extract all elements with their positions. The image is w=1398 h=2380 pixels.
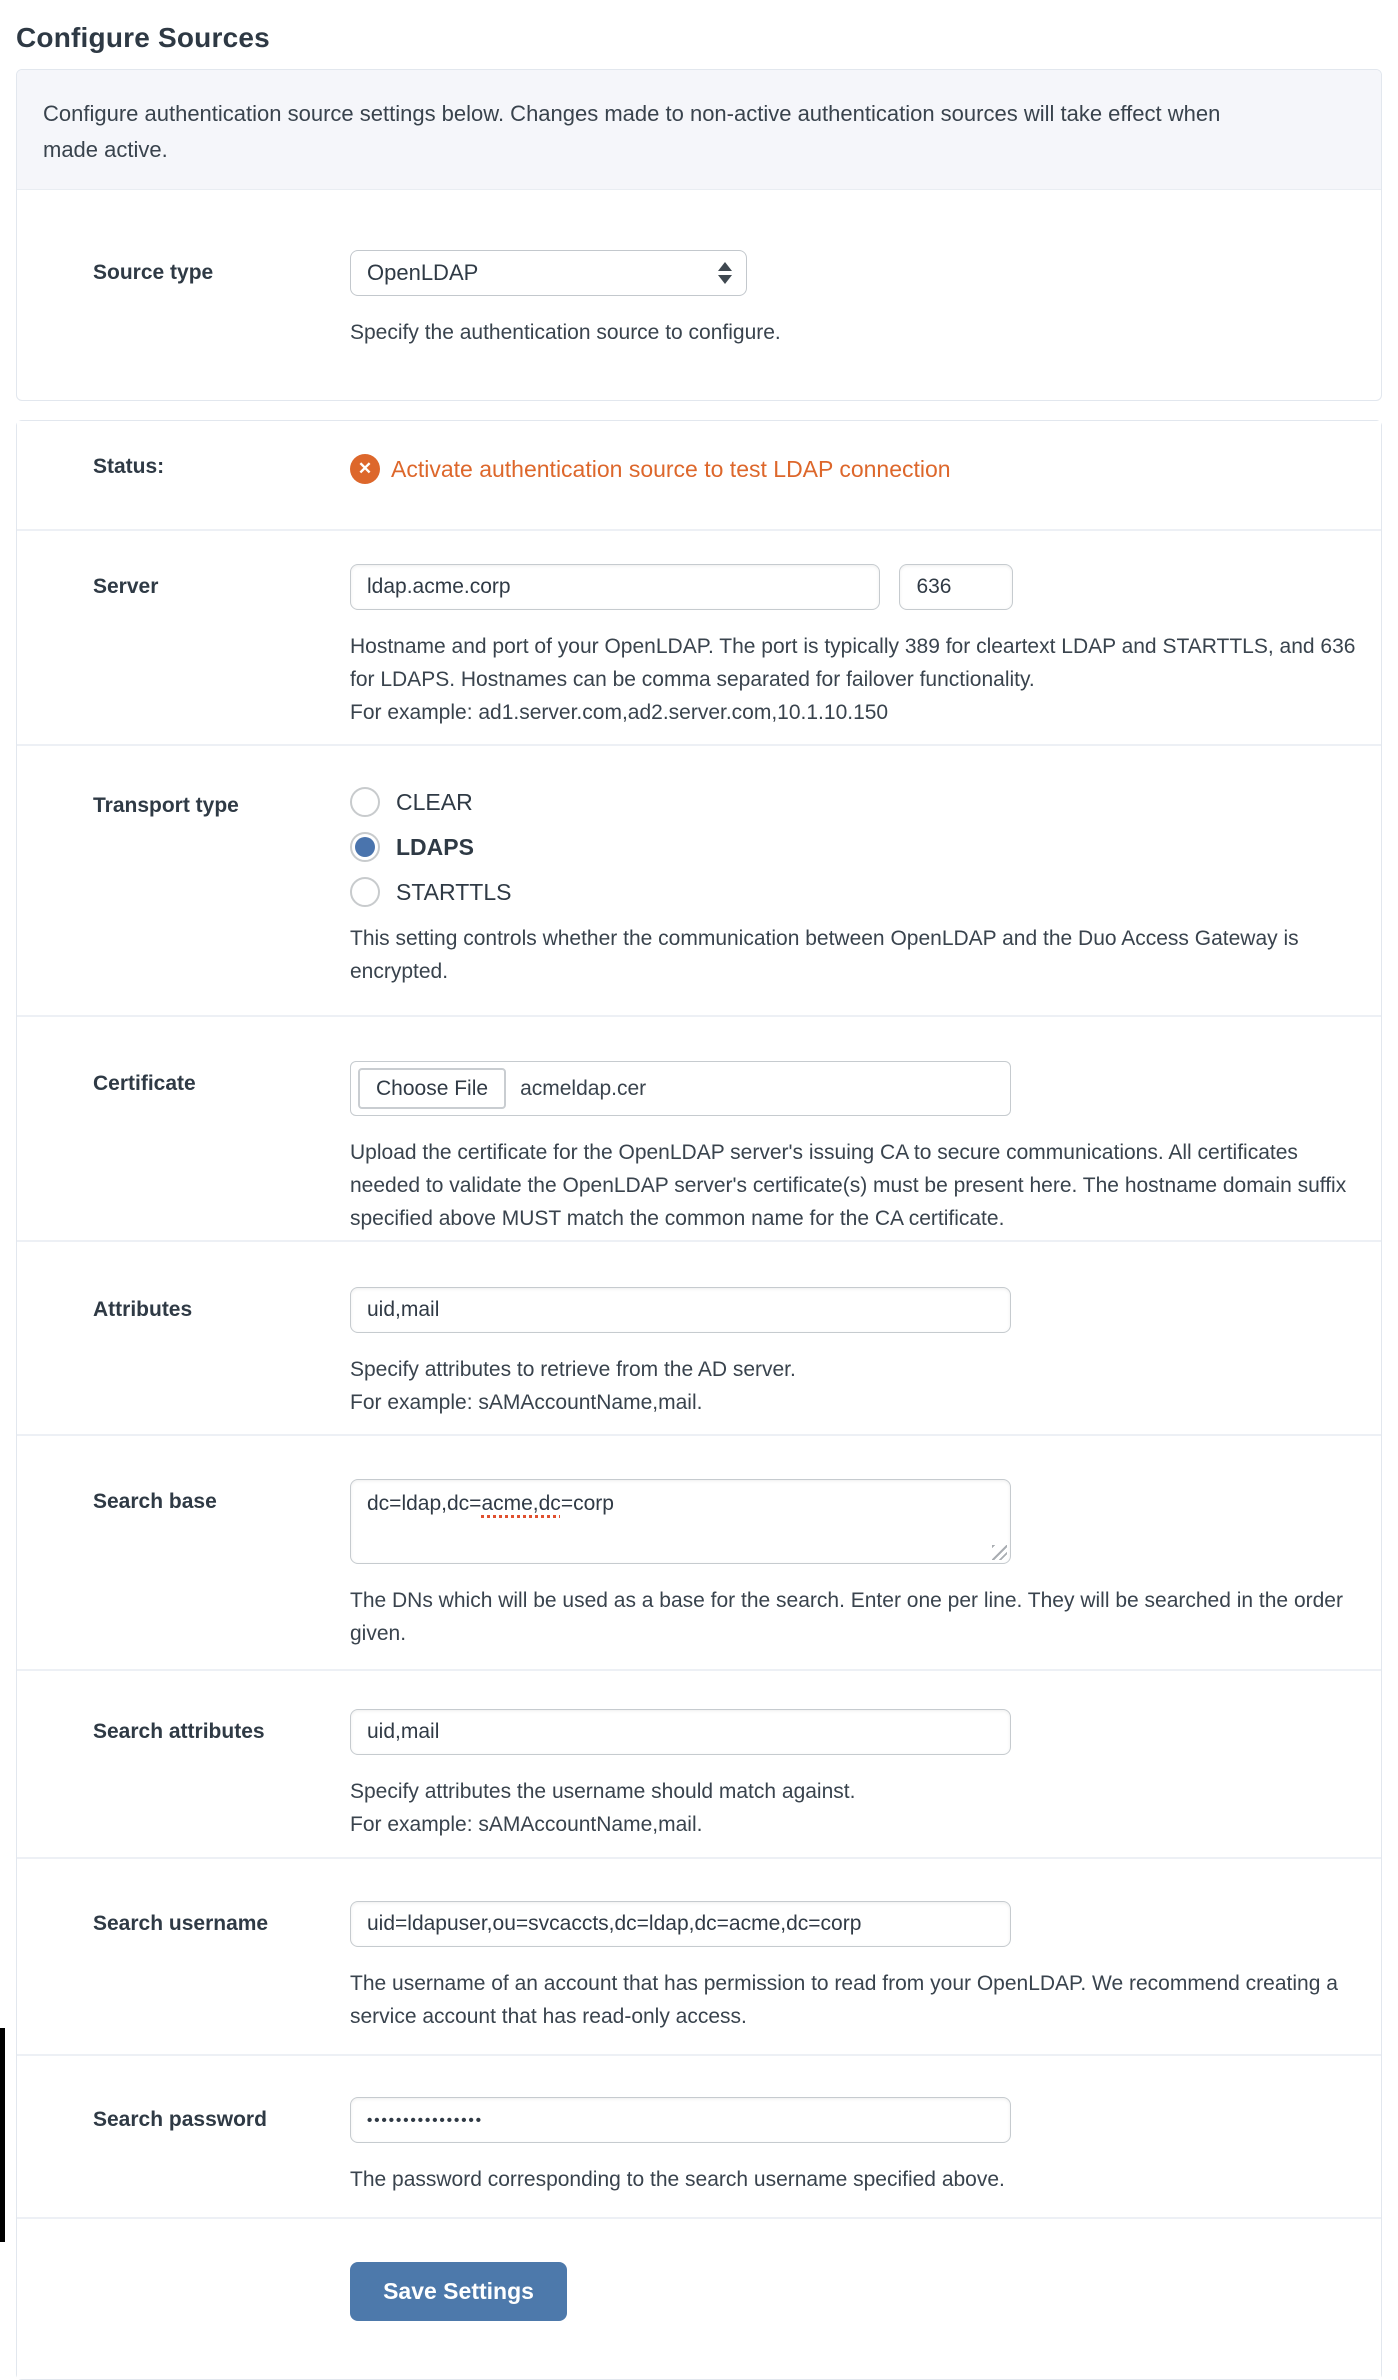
- select-stepper-icon: [718, 262, 732, 284]
- source-type-body: [17, 190, 1381, 400]
- search-base-value-prefix: dc=ldap,dc=: [367, 1492, 482, 1515]
- search-username-label: Search username: [93, 1912, 269, 1935]
- certificate-label: Certificate: [93, 1072, 196, 1095]
- transport-type-row: [17, 746, 1381, 1017]
- attributes-help-example: For example: sAMAccountName,mail.: [350, 1391, 703, 1414]
- search-base-help: The DNs which will be used as a base for the search. Enter one per line. They will be searched in the order given.: [350, 1589, 1343, 1645]
- transport-type-label: Transport type: [93, 794, 239, 817]
- save-row: [17, 2219, 1381, 2379]
- search-base-value-suffix: =corp: [560, 1492, 614, 1515]
- attributes-row: [17, 1242, 1381, 1436]
- server-host-input[interactable]: [350, 564, 880, 610]
- transport-option-clear[interactable]: [350, 787, 1370, 817]
- source-type-label: Source type: [93, 261, 214, 284]
- status-row: [17, 421, 1381, 531]
- textarea-resize-handle-icon[interactable]: [992, 1545, 1007, 1560]
- search-base-textarea[interactable]: [350, 1479, 1011, 1564]
- left-edge-artifact: [0, 2028, 5, 2242]
- search-password-label: Search password: [93, 2108, 267, 2131]
- server-row: [17, 531, 1381, 746]
- search-password-help: The password corresponding to the search username specified above.: [350, 2168, 1005, 2191]
- certificate-file-input[interactable]: [350, 1061, 1011, 1116]
- search-attributes-input[interactable]: [350, 1709, 1011, 1755]
- choose-file-button[interactable]: Choose File: [358, 1068, 506, 1109]
- attributes-input[interactable]: [350, 1287, 1011, 1333]
- certificate-row: [17, 1017, 1381, 1242]
- transport-option-starttls-label: STARTTLS: [396, 878, 512, 905]
- source-type-help: Specify the authentication source to configure.: [350, 321, 781, 344]
- server-help: Hostname and port of your OpenLDAP. The port is typically 389 for cleartext LDAP and STARTTLS, and 636 for LDAPS. Hostnames can be comma separated for failover functionality.: [350, 635, 1356, 691]
- source-type-select[interactable]: [350, 250, 747, 296]
- transport-option-clear-label: CLEAR: [396, 788, 473, 815]
- attributes-help: Specify attributes to retrieve from the AD server.: [350, 1358, 796, 1381]
- settings-card: [16, 420, 1382, 2380]
- transport-type-help: This setting controls whether the communication between OpenLDAP and the Duo Access Gateway is encrypted.: [350, 927, 1299, 983]
- intro-text: Configure authentication source settings below. Changes made to non-active authentication sources will take effect when made active.: [43, 101, 1221, 162]
- error-circle-x-icon: ✕: [350, 454, 380, 484]
- search-base-value-spellcheck: acme,dc: [481, 1492, 561, 1515]
- search-attributes-help: Specify attributes the username should match against.: [350, 1780, 856, 1803]
- source-type-selected-value: OpenLDAP: [367, 260, 479, 285]
- server-port-input[interactable]: [899, 564, 1013, 610]
- intro-panel: [17, 70, 1381, 190]
- radio-unselected-icon: [350, 877, 380, 907]
- search-attributes-row: [17, 1671, 1381, 1859]
- search-base-row: [17, 1436, 1381, 1671]
- status-message-line: [350, 454, 1370, 484]
- radio-unselected-icon: [350, 787, 380, 817]
- source-type-row: [17, 250, 1381, 349]
- save-settings-button[interactable]: Save Settings: [350, 2262, 567, 2321]
- certificate-filename: acmeldap.cer: [520, 1076, 647, 1100]
- radio-selected-icon: [350, 832, 380, 862]
- attributes-label: Attributes: [93, 1298, 193, 1321]
- search-attributes-help-example: For example: sAMAccountName,mail.: [350, 1813, 703, 1836]
- certificate-help: Upload the certificate for the OpenLDAP server's issuing CA to secure communications. All certificates needed to validate the OpenLDAP server's certificate(s) must be present here. The hostname domain suffix specified above MUST match the common name for the CA certificate.: [350, 1141, 1347, 1230]
- server-label: Server: [93, 575, 159, 598]
- search-base-label: Search base: [93, 1490, 217, 1513]
- transport-option-starttls[interactable]: [350, 877, 1370, 907]
- search-password-row: [17, 2056, 1381, 2219]
- source-type-card: [16, 69, 1382, 401]
- search-username-input[interactable]: [350, 1901, 1011, 1947]
- transport-option-ldaps[interactable]: [350, 832, 1370, 862]
- search-password-input[interactable]: [350, 2097, 1011, 2143]
- search-username-row: [17, 1859, 1381, 2056]
- search-attributes-label: Search attributes: [93, 1720, 265, 1743]
- search-username-help: The username of an account that has permission to read from your OpenLDAP. We recommend creating a service account that has read-only access.: [350, 1972, 1338, 2028]
- page-title: Configure Sources: [16, 22, 270, 53]
- server-inputs: [350, 564, 1370, 610]
- status-label: Status:: [93, 455, 165, 478]
- server-help-example: For example: ad1.server.com,ad2.server.com,10.1.10.150: [350, 701, 889, 724]
- transport-option-ldaps-label: LDAPS: [396, 833, 474, 860]
- save-row-spacer: [93, 2262, 350, 2272]
- status-message: Activate authentication source to test LDAP connection: [391, 456, 951, 482]
